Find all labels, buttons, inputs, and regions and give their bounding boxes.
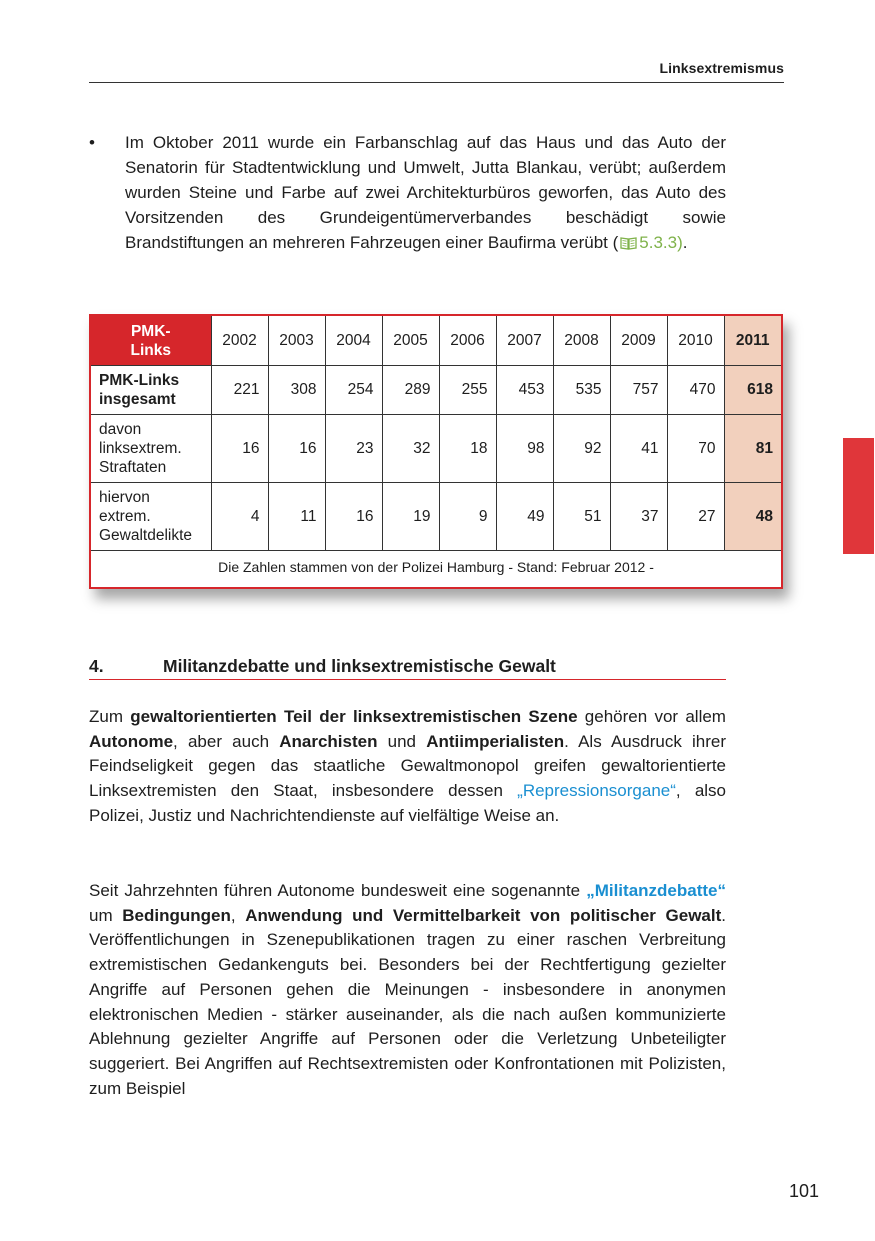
year-header: 2009 [610, 316, 667, 366]
bold-term: Bedingungen [122, 905, 231, 925]
year-header: 2007 [496, 316, 553, 366]
text-run: Seit Jahrzehnten führen Autonome bundesweit eine sogenannte [89, 881, 587, 900]
header-rule [89, 82, 784, 83]
table-cell: 16 [211, 415, 268, 483]
bold-term: Antiimperialisten [426, 731, 565, 751]
text-run: . Veröffentlichungen in Szenepublikationen tragen zu einer raschen Verbreitung extremistischen Gedankenguts bei. Besonders bei der Rechtfertigung gezielter Angriffe auf Personen gehen die Meinungen - insbesondere in anonymen elektronischen Medien - stärker auseinander, als die nach außen kommunizierte Ablehnung gezielter Angriffe auf Personen oder die Verletzung Unbeteiligter suggeriert. Bei Angriffen auf Rechtsextremisten oder Konfrontationen mit Polizisten, zum Beispiel [89, 905, 726, 1098]
table-cell: 70 [667, 415, 724, 483]
paragraph-1 [89, 705, 726, 829]
bold-term: Anarchisten [279, 731, 378, 751]
row-label: davon linksextrem. Straftaten [91, 415, 211, 483]
table-cell: 470 [667, 366, 724, 415]
year-header: 2003 [268, 316, 325, 366]
table-cell: 255 [439, 366, 496, 415]
table-source-note: Die Zahlen stammen von der Polizei Hamburg - Stand: Februar 2012 - [218, 559, 654, 575]
bullet-text [125, 130, 726, 255]
chapter-tab-marker [843, 438, 874, 554]
bold-term: Autonome [89, 731, 174, 751]
section-title: Militanzdebatte und linksextremistische Gewalt [163, 656, 556, 676]
table-cell: 49 [496, 483, 553, 551]
year-header: 2006 [439, 316, 496, 366]
table-cell: 48 [724, 483, 781, 551]
glossary-term[interactable]: „Militanzdebatte“ [586, 881, 726, 900]
table-cell: 308 [268, 366, 325, 415]
table-cell: 11 [268, 483, 325, 551]
row-label: hiervon extrem. Gewaltdelikte [91, 483, 211, 551]
paragraph-2 [89, 879, 726, 1101]
book-icon [620, 236, 637, 250]
year-header: 2008 [553, 316, 610, 366]
year-header: 2002 [211, 316, 268, 366]
row-label: PMK-Links insgesamt [91, 366, 211, 415]
text-run: . Als Ausdruck ihrer Feindseligkeit gegen das staatliche Gewaltmonopol greifen gewaltorientierte Linksextremisten den Staat, insbesondere dessen [89, 731, 727, 801]
table-cell: 18 [439, 415, 496, 483]
text-run: und [377, 731, 427, 751]
table-cell: 81 [724, 415, 781, 483]
table-cell: 98 [496, 415, 553, 483]
table-row [91, 366, 781, 415]
table-header-row [91, 316, 781, 366]
page-number: 101 [788, 1181, 819, 1201]
table-cell: 41 [610, 415, 667, 483]
bold-term: gewaltorientierten Teil der linksextremistischen Szene [130, 707, 578, 726]
year-header: 2004 [325, 316, 382, 366]
text-run: um [89, 905, 123, 925]
bold-term: Anwendung und Vermittelbarkeit von politischer Gewalt [245, 905, 722, 925]
table-cell: 32 [382, 415, 439, 483]
statistics-table [89, 314, 783, 589]
table-cell: 92 [553, 415, 610, 483]
bullet-tail: . [682, 233, 688, 252]
table-cell: 535 [553, 366, 610, 415]
cross-reference-label[interactable]: 5.3.3) [639, 233, 683, 252]
table-corner-label: PMK- Links [91, 316, 211, 366]
year-header: 2011 [724, 316, 781, 366]
table-cell: 51 [553, 483, 610, 551]
bullet-item [89, 130, 726, 255]
glossary-term[interactable]: „Repressionsorgane“ [517, 781, 676, 801]
table-cell: 221 [211, 366, 268, 415]
table-cell: 289 [382, 366, 439, 415]
table-cell: 16 [325, 483, 382, 551]
text-run: Zum [89, 707, 131, 726]
running-title: Linksextremismus [659, 60, 784, 76]
table-row [91, 415, 781, 483]
text-run: , also Polizei, Justiz und Nachrichtendienste auf vielfältige Weise an. [89, 781, 726, 825]
table-cell: 453 [496, 366, 553, 415]
cross-reference-link[interactable] [618, 233, 682, 252]
year-header: 2005 [382, 316, 439, 366]
section-number: 4. [89, 656, 104, 676]
bullet-body: Im Oktober 2011 wurde ein Farbanschlag auf das Haus und das Auto der Senatorin für Stadtentwicklung und Umwelt, Jutta Blankau, verübt; außerdem wurden Steine und Farbe auf zwei Architekturbüros geworfen, das Auto des Vorsitzenden des Grundeigentümerverbandes beschädigt sowie Brandstiftungen an mehreren Fahrzeugen einer Baufirma verübt ( [125, 133, 726, 252]
table-row [91, 483, 781, 551]
table-cell: 757 [610, 366, 667, 415]
table-cell: 19 [382, 483, 439, 551]
table-cell: 618 [724, 366, 781, 415]
table-cell: 16 [268, 415, 325, 483]
year-header: 2010 [667, 316, 724, 366]
table-cell: 254 [325, 366, 382, 415]
table-cell: 23 [325, 415, 382, 483]
bullet-dot: • [89, 133, 95, 152]
table-cell: 37 [610, 483, 667, 551]
text-run: gehören vor allem [577, 707, 726, 726]
table-cell: 4 [211, 483, 268, 551]
table-cell: 9 [439, 483, 496, 551]
text-run: , [230, 905, 246, 925]
text-run: , aber auch [173, 731, 280, 751]
table-cell: 27 [667, 483, 724, 551]
section-heading [89, 656, 726, 680]
